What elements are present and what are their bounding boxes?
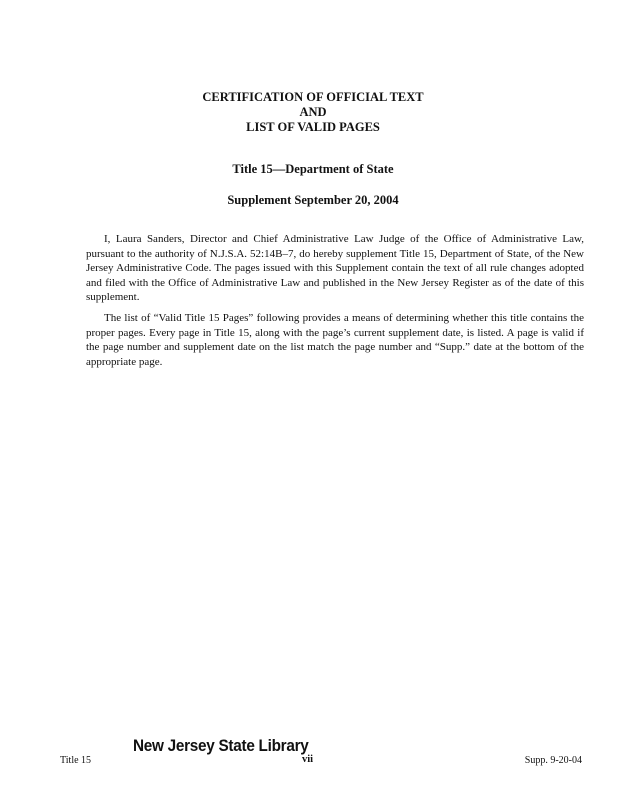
footer-title: Title 15 <box>60 755 92 766</box>
footer-supplement-date: Supp. 9-20-04 <box>524 755 582 766</box>
heading-line-1: CERTIFICATION OF OFFICIAL TEXT <box>202 90 424 104</box>
page-number: vii <box>302 754 314 765</box>
certification-heading <box>0 90 626 135</box>
valid-pages-paragraph: The list of “Valid Title 15 Pages” following provides a means of determining whether this title contains the proper pages. Every page in Title 15, along with the page’s current supplement date, is listed. A page is valid if the page number and supplement date on the list match the page number and “Supp.” date at the bottom of the appropriate page. <box>86 312 584 368</box>
heading-line-2: AND <box>299 105 327 119</box>
title-heading: Title 15—Department of State <box>232 162 394 176</box>
supplement-heading: Supplement September 20, 2004 <box>227 193 399 207</box>
library-stamp: New Jersey State Library <box>133 736 309 755</box>
certification-paragraph: I, Laura Sanders, Director and Chief Administrative Law Judge of the Office of Administrative Law, pursuant to the authority of N.J.S.A. 52:14B–7, do hereby supplement Title 15, Department of State, of the New Jersey Administrative Code. The pages issued with this Supplement contain the text of all rule changes adopted and filed with the Office of Administrative Law and published in the New Jersey Register as of the date of this supplement. <box>86 233 584 303</box>
heading-line-3: LIST OF VALID PAGES <box>246 120 380 134</box>
